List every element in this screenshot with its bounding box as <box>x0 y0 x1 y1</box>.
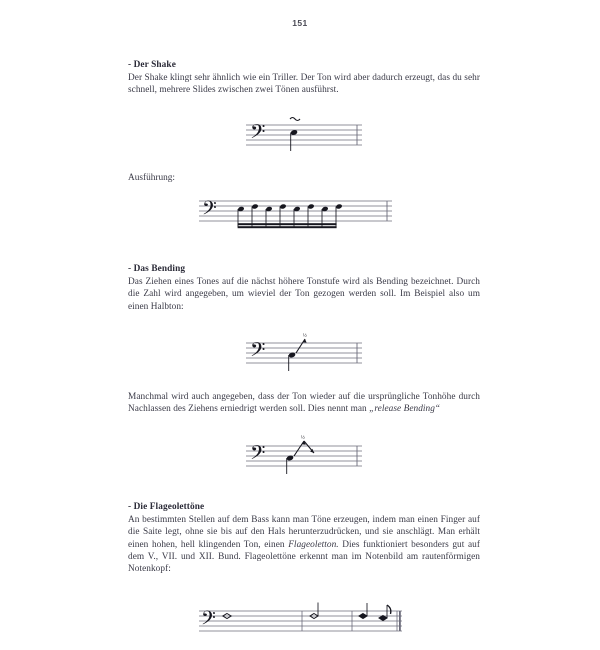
bass-clef-icon <box>201 608 216 634</box>
bass-clef-icon <box>250 338 265 366</box>
release-bend-amount-label: ½ <box>301 435 305 441</box>
note-quarter-release-bend <box>286 455 294 474</box>
flageolett-text-part2: Dies funktioniert besonders gut auf dem V., VII. und XII. Bund. Flageolettöne erkennt man im Notenbild am rautenförmigen Notenkopf: <box>128 539 480 575</box>
bend-release-arrow-icon <box>294 441 314 456</box>
svg-text:𝄢: 𝄢 <box>250 338 266 367</box>
page-content <box>128 60 480 650</box>
section-shake <box>128 60 480 238</box>
staff-svg-shake <box>244 115 364 155</box>
note-eighth-diamond <box>379 605 391 621</box>
release-bending-term: „release Bending“ <box>369 404 441 415</box>
flageolett-text-part1: An bestimmten Stellen auf dem Bass kann man Töne erzeugen, indem man einen Finger auf die Saite legt, ohne sie bis auf den Hals herunterzudrücken, und sie anschlägt. Man erhält einen hohen, hell klingenden Ton, einen <box>128 514 480 550</box>
bend-amount-label: ½ <box>303 334 307 340</box>
flageoletton-term: Flageoletton. <box>288 539 339 550</box>
bend-arrow-up-icon <box>296 339 307 353</box>
bass-clef-icon <box>202 198 217 224</box>
section-bending <box>128 264 480 476</box>
staff-svg-shake-exec <box>197 193 412 238</box>
staff-svg-bending <box>244 331 364 373</box>
heading-die-flageolettoene: - Die Flageolettöne <box>128 501 205 512</box>
svg-text:𝄢: 𝄢 <box>200 607 216 634</box>
svg-text:𝄢: 𝄢 <box>201 197 217 224</box>
flageolett-notation-example <box>128 602 480 650</box>
paragraph-release-bending <box>128 391 480 416</box>
staff-svg-flageolett <box>197 602 412 650</box>
paragraph-der-shake: Der Shake klingt sehr ähnlich wie ein Triller. Der Ton wird aber dadurch erzeugt, das du sehr schnell, mehrere Slides zwischen zwei Tönen ausführst. <box>128 73 480 96</box>
shake-squiggle-icon <box>290 117 300 120</box>
bending-notation-example <box>128 331 480 373</box>
bass-clef-icon <box>250 441 265 469</box>
label-ausfuehrung: Ausführung: <box>128 172 175 183</box>
release-bending-notation <box>128 434 480 476</box>
note-quarter-bend <box>288 352 296 371</box>
heading-der-shake: - Der Shake <box>128 60 176 70</box>
svg-text:𝄢: 𝄢 <box>250 119 266 148</box>
heading-das-bending: - Das Bending <box>128 263 186 274</box>
shake-execution-notation <box>128 193 480 238</box>
shake-notation-example <box>128 115 480 155</box>
paragraph-die-flageolettoene <box>128 514 480 576</box>
svg-text:𝄢: 𝄢 <box>250 440 266 469</box>
staff-svg-release-bending <box>244 434 364 476</box>
page-number: 151 <box>292 18 308 28</box>
paragraph-das-bending: Das Ziehen eines Tones auf die nächst höhere Tonstufe wird als Bending bezeichnet. Durch die Zahl wird angegeben, um wieviel der Ton gezogen werden soll. Im Beispiel also um einen Halbton: <box>128 276 480 312</box>
paragraph-release-bending-text: Manchmal wird auch angegeben, dass der Ton wieder auf die ursprüngliche Tonhöhe durch Nachlassen des Ziehens erniedrigt werden soll. Dies nennt man <box>128 392 480 415</box>
bass-clef-icon <box>250 120 265 148</box>
section-flageolett <box>128 502 480 650</box>
